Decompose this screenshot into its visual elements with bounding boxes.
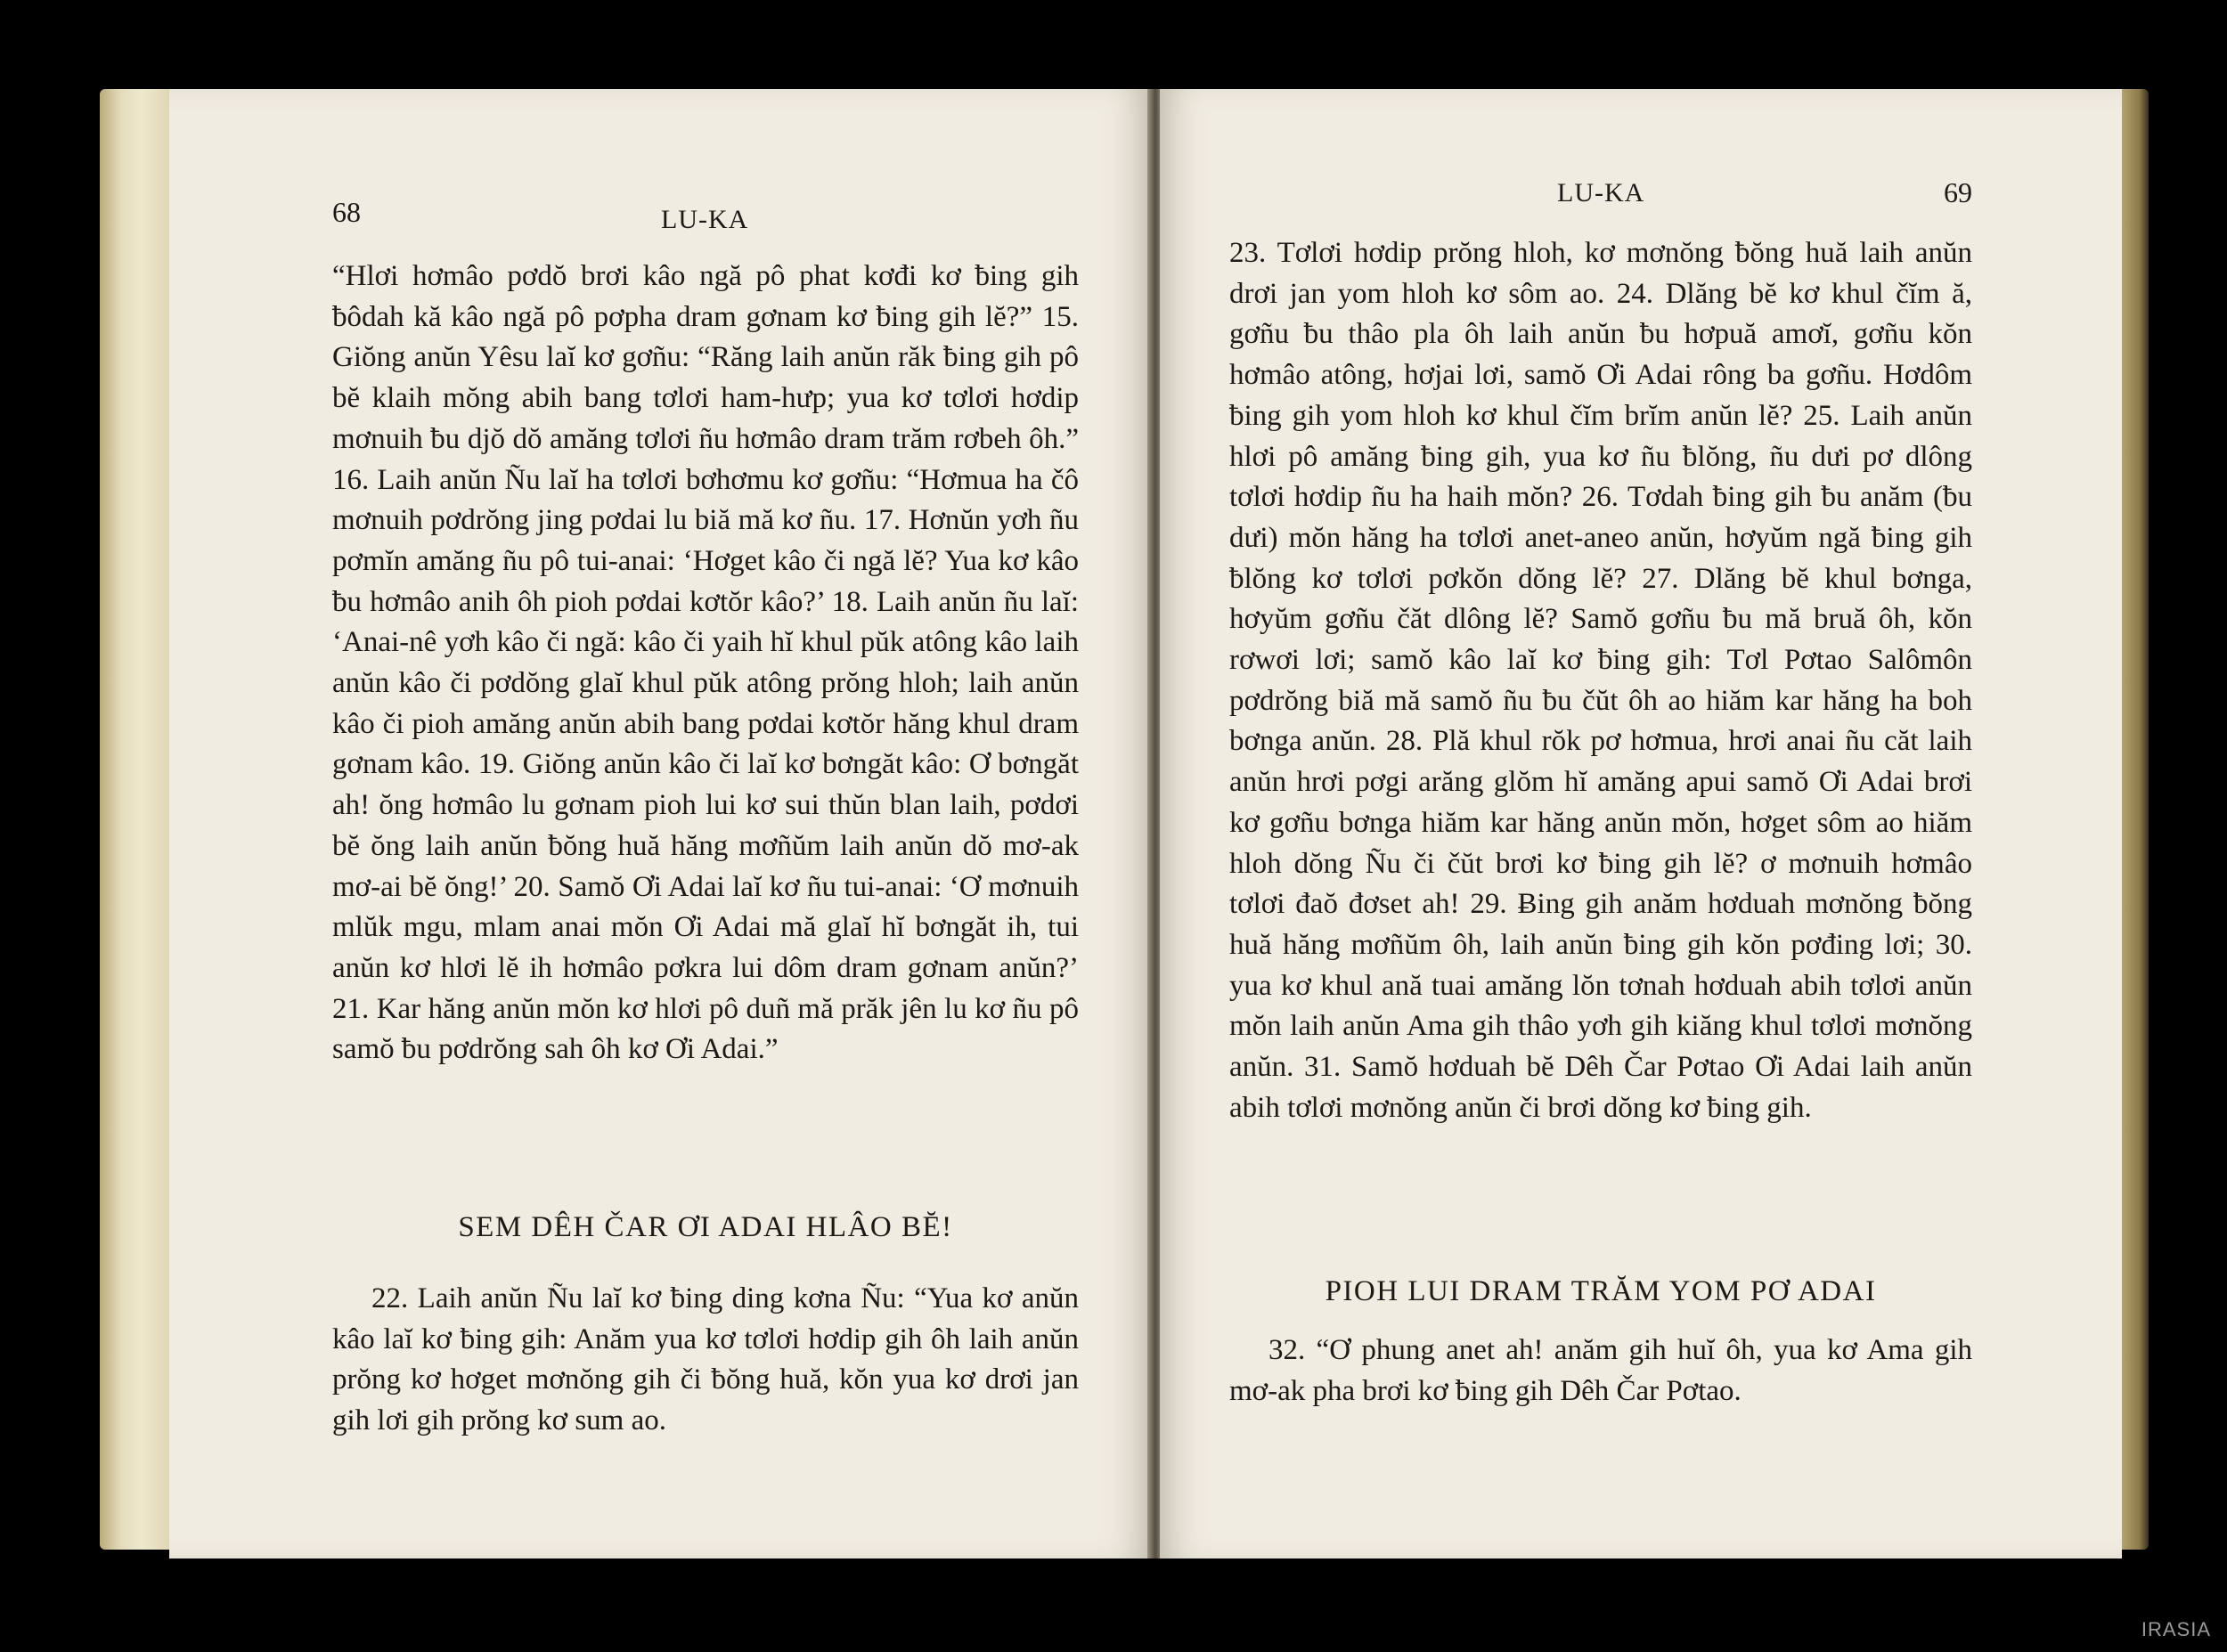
left-page: [169, 89, 1149, 1558]
book-edge-left: [100, 89, 171, 1550]
page-number-left: 68: [332, 196, 361, 228]
page-number-right: 69: [1944, 176, 1972, 208]
running-header-left: LU-KA: [661, 205, 749, 234]
section-heading-right: PIOH LUI DRAM TRĂM YOM PƠ ADAI: [1325, 1275, 1877, 1307]
paragraph: 23. Tơlơi hơdip prŏng hloh, kơ mơnŏng ƀŏng huă laih anŭn drơi jan yom hloh kơ sôm ao. 24. Dlăng bĕ kơ khul čĭm ă, gơñu ƀu thâo pla ôh laih anŭn ƀu hơpuă amơĭ, gơñu kŏn hơmâo atông, hơjai lơi, samŏ Ơi Adai rông ba gơñu. Hơdôm ƀing gih yom hloh kơ khul čĭm brĭm anŭn lĕ? 25. Laih anŭn hlơi pô amăng ƀing gih, yua kơ ñu ƀlŏng, ñu dưi pơ dlông tơlơi hơdip ñu ha haih mŏn? 26. Tơdah ƀing gih ƀu anăm (ƀu dưi) mŏn hăng ha tơlơi anet-aneo anŭn, hơyŭm ngă ƀing gih ƀlŏng kơ tơlơi pơkŏn dŏng lĕ? 27. Dlăng bĕ khul bơnga, hơyŭm gơñu čăt dlông lĕ? Samŏ gơñu ƀu mă bruă ôh, kŏn rơwơi lơi; samŏ kâo laĭ kơ ƀing gih: Tơl Pơtao Salômôn pơdrŏng biă mă samŏ ñu ƀu čŭt ôh ao hiăm kar hăng ha boh bơnga anŭn. 28. Plă khul rŏk pơ hơmua, hrơi anai ñu căt laih anŭn hrơi pơgi arăng glŏm hĭ amăng apui samŏ Ơi Adai brơi kơ gơñu bơnga hiăm kar hăng anŭn mŏn, hơget sôm ao hiăm hloh dŏng Ñu či čŭt brơi kơ ƀing gih lĕ? ơ mơnuih hơmâo tơlơi đaŏ đơset ah! 29. Ƀing gih anăm hơduah mơnŏng ƀŏng huă hăng mơñŭm ôh, laih anŭn ƀing gih kŏn pơđing lơi; 30. yua kơ khul ană tuai amăng lŏn tơnah hơduah abih tơlơi anŭn mŏn laih anŭn Ama gih thâo yơh gih kiăng khul tơlơi mơnŏng anŭn. 31. Samŏ hơduah bĕ Dêh Čar Pơtao Ơi Adai laih anŭn abih tơlơi mơnŏng anŭn či brơi dŏng kơ ƀing gih.: [1229, 237, 1972, 1124]
left-body-text: [332, 256, 1079, 1070]
running-header-right: LU-KA: [1557, 178, 1645, 208]
section-heading-left: SEM DÊH ČAR ƠI ADAI HLÂO BĔ!: [458, 1211, 953, 1243]
right-page: [1160, 89, 2122, 1558]
paragraph: “Hlơi hơmâo pơdŏ brơi kâo ngă pô phat kơđi kơ ƀing gih ƀôdah kă kâo ngă pô pơpha dram gơnam kơ ƀing gih lĕ?” 15. Giŏng anŭn Yêsu laĭ kơ gơñu: “Răng laih anŭn răk ƀing gih pô bĕ klaih mŏng abih bang tơlơi ham-hưp; yua kơ tơlơi hơdip mơnuih ƀu djŏ dŏ amăng tơlơi ñu hơmâo dram trăm rơbeh ôh.” 16. Laih anŭn Ñu laĭ ha tơlơi bơhơmu kơ gơñu: “Hơmua ha čô mơnuih pơdrŏng jing pơdai lu biă mă kơ ñu. 17. Hơnŭn yơh ñu pơmĭn amăng ñu pô tui-anai: ‘Hơget kâo či ngă lĕ? Yua kơ kâo ƀu hơmâo anih ôh pioh pơdai kơtŏr kâo?’ 18. Laih anŭn ñu laĭ: ‘Anai-nê yơh kâo či ngă: kâo či yaih hĭ khul pŭk atông kâo laih anŭn kâo či pơdŏng glaĭ khul pŭk atông prŏng hloh; laih anŭn kâo či pioh amăng anŭn abih bang pơdai kơtŏr hăng khul dram gơnam kâo. 19. Giŏng anŭn kâo či laĭ kơ bơngăt kâo: Ơ bơngăt ah! ŏng hơmâo lu gơnam pioh lui kơ sui thŭn blan laih, pơdơi bĕ ŏng laih anŭn ƀŏng huă hăng mơñŭm laih anŭn dŏ mơ-ak mơ-ai bĕ ŏng!’ 20. Samŏ Ơi Adai laĭ kơ ñu tui-anai: ‘Ơ mơnuih mlŭk mgu, mlam anai mŏn Ơi Adai mă glaĭ hĭ bơngăt ih, tui anŭn kơ hlơi lĕ ih hơmâo pơkra lui dôm dram gơnam anŭn?’ 21. Kar hăng anŭn mŏn kơ hlơi pô duñ mă prăk jên lu kơ ñu pô samŏ ƀu pơdrŏng sah ôh kơ Ơi Adai.”: [332, 260, 1079, 1066]
paragraph: 22. Laih anŭn Ñu laĭ kơ ƀing ding kơna Ñu: “Yua kơ anŭn kâo laĭ kơ ƀing gih: Anăm yua kơ tơlơi hơdip gih ôh laih anŭn prŏng kơ hơget mơnŏng gih či ƀŏng huă, kŏn yua kơ drơi jan gih lơi gih prŏng kơ sum ao.: [332, 1282, 1079, 1437]
right-body-text: [1229, 233, 1972, 1128]
watermark: IRASIA: [2141, 1618, 2211, 1640]
left-body-text-2: [332, 1279, 1079, 1442]
paragraph: 32. “Ơ phung anet ah! anăm gih huĭ ôh, yua kơ Ama gih mơ-ak pha brơi kơ ƀing gih Dêh Čar Pơtao.: [1229, 1334, 1972, 1407]
right-body-text-2: [1229, 1331, 1972, 1412]
